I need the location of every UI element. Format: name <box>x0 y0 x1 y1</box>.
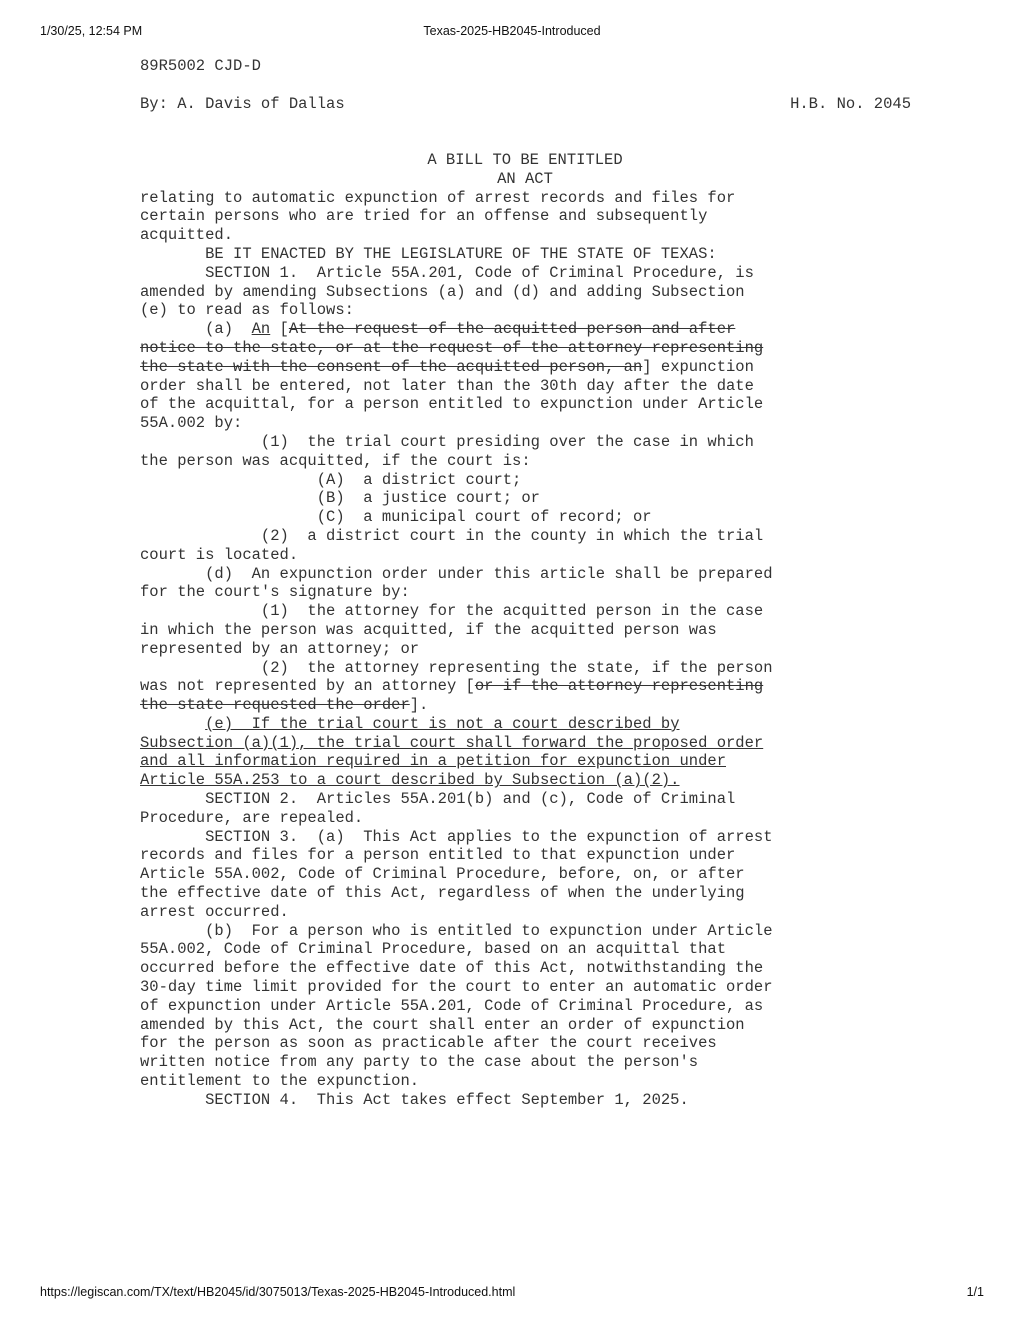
bill-title-line-2: AN ACT <box>497 169 553 188</box>
text-line: (2) a district court in the county in which the trial <box>140 526 764 545</box>
caption-line: certain persons who are tried for an offense and subsequently <box>140 207 708 226</box>
bill-code: 89R5002 CJD-D <box>140 57 261 75</box>
text-segment: was not represented by an attorney [ <box>140 677 475 696</box>
text-segment: ]. <box>409 696 429 715</box>
inserted-text: An <box>251 320 271 339</box>
text-line: order shall be entered, not later than the 30th day after the date <box>140 376 754 395</box>
text-line: (C) a municipal court of record; or <box>140 508 652 527</box>
bill-author: By: A. Davis of Dallas <box>140 94 345 113</box>
text-line: SECTION 3. (a) This Act applies to the expunction of arrest <box>140 827 773 846</box>
text-line: (1) the trial court presiding over the case in which <box>140 432 754 451</box>
text-line: (A) a district court; <box>140 470 522 489</box>
deleted-text: notice to the state, or at the request of the attorney representing <box>140 338 764 357</box>
inserted-text: Subsection (a)(1), the trial court shall forward the proposed order <box>140 733 764 752</box>
print-url: https://legiscan.com/TX/text/HB2045/id/3075013/Texas-2025-HB2045-Introduced.html <box>40 1285 516 1299</box>
text-line <box>140 696 840 715</box>
text-segment: [ <box>270 320 289 339</box>
text-line: SECTION 1. Article 55A.201, Code of Criminal Procedure, is <box>140 263 754 282</box>
caption-line: relating to automatic expunction of arrest records and files for <box>140 188 736 207</box>
deleted-text: or if the attorney representing <box>474 677 764 696</box>
print-page-number: 1/1 <box>966 1285 984 1299</box>
bill-byline <box>140 95 911 114</box>
text-line: the effective date of this Act, regardless of when the underlying <box>140 884 745 903</box>
text-line: amended by amending Subsections (a) and (d) and adding Subsection <box>140 282 745 301</box>
text-line: written notice from any party to the case about the person's <box>140 1053 699 1072</box>
text-line: Article 55A.002, Code of Criminal Procedure, before, on, or after <box>140 865 745 884</box>
caption-line: acquitted. <box>140 226 234 245</box>
text-line: occurred before the effective date of this Act, notwithstanding the <box>140 959 764 978</box>
text-segment: ] expunction <box>642 357 754 376</box>
text-line: 30-day time limit provided for the court to enter an automatic order <box>140 978 773 997</box>
text-segment: (a) <box>140 320 252 339</box>
inserted-text: and all information required in a petition for expunction under <box>140 752 726 771</box>
text-line: 55A.002 by: <box>140 414 243 433</box>
text-line: (2) the attorney representing the state, if the person <box>140 658 773 677</box>
text-line: (B) a justice court; or <box>140 489 540 508</box>
inserted-text: (e) If the trial court is not a court described by <box>205 714 680 733</box>
print-datetime: 1/30/25, 12:54 PM <box>40 24 143 38</box>
text-segment <box>140 715 205 733</box>
deleted-text: At the request of the acquitted person and after <box>288 320 736 339</box>
text-line: arrest occurred. <box>140 902 289 921</box>
inserted-text: Article 55A.253 to a court described by Subsection (a)(2). <box>140 771 680 790</box>
text-line: entitlement to the expunction. <box>140 1072 420 1091</box>
text-line: SECTION 2. Articles 55A.201(b) and (c), Code of Criminal <box>140 790 736 809</box>
text-line: (b) For a person who is entitled to expunction under Article <box>140 921 773 940</box>
text-line: (1) the attorney for the acquitted person in the case <box>140 602 764 621</box>
text-line: (d) An expunction order under this article shall be prepared <box>140 564 773 583</box>
text-line: the person was acquitted, if the court is: <box>140 451 531 470</box>
text-line: for the court's signature by: <box>140 583 410 602</box>
text-line: for the person as soon as practicable after the court receives <box>140 1034 717 1053</box>
text-line: records and files for a person entitled to that expunction under <box>140 846 736 865</box>
text-line: represented by an attorney; or <box>140 639 420 658</box>
deleted-text: the state with the consent of the acquitted person, an <box>140 357 643 376</box>
text-line: in which the person was acquitted, if the acquitted person was <box>140 620 717 639</box>
text-line: of expunction under Article 55A.201, Code of Criminal Procedure, as <box>140 996 764 1015</box>
text-line <box>140 358 840 377</box>
text-line: Procedure, are repealed. <box>140 808 364 827</box>
text-line: court is located. <box>140 545 299 564</box>
text-line <box>140 715 840 734</box>
bill-document <box>140 57 911 1110</box>
text-line: amended by this Act, the court shall enter an order of expunction <box>140 1015 745 1034</box>
enacting-clause: BE IT ENACTED BY THE LEGISLATURE OF THE STATE OF TEXAS: <box>140 244 717 263</box>
text-line <box>140 320 840 339</box>
deleted-text: the state requested the order <box>140 696 410 715</box>
bill-number: H.B. No. 2045 <box>790 94 911 113</box>
text-line: (e) to read as follows: <box>140 301 354 320</box>
text-line <box>140 677 840 696</box>
text-line: SECTION 4. This Act takes effect September 1, 2025. <box>140 1090 689 1109</box>
bill-title-line-1: A BILL TO BE ENTITLED <box>427 150 623 169</box>
text-line: of the acquittal, for a person entitled to expunction under Article <box>140 395 764 414</box>
text-line: 55A.002, Code of Criminal Procedure, based on an acquittal that <box>140 940 726 959</box>
print-page-title: Texas-2025-HB2045-Introduced <box>423 24 601 38</box>
